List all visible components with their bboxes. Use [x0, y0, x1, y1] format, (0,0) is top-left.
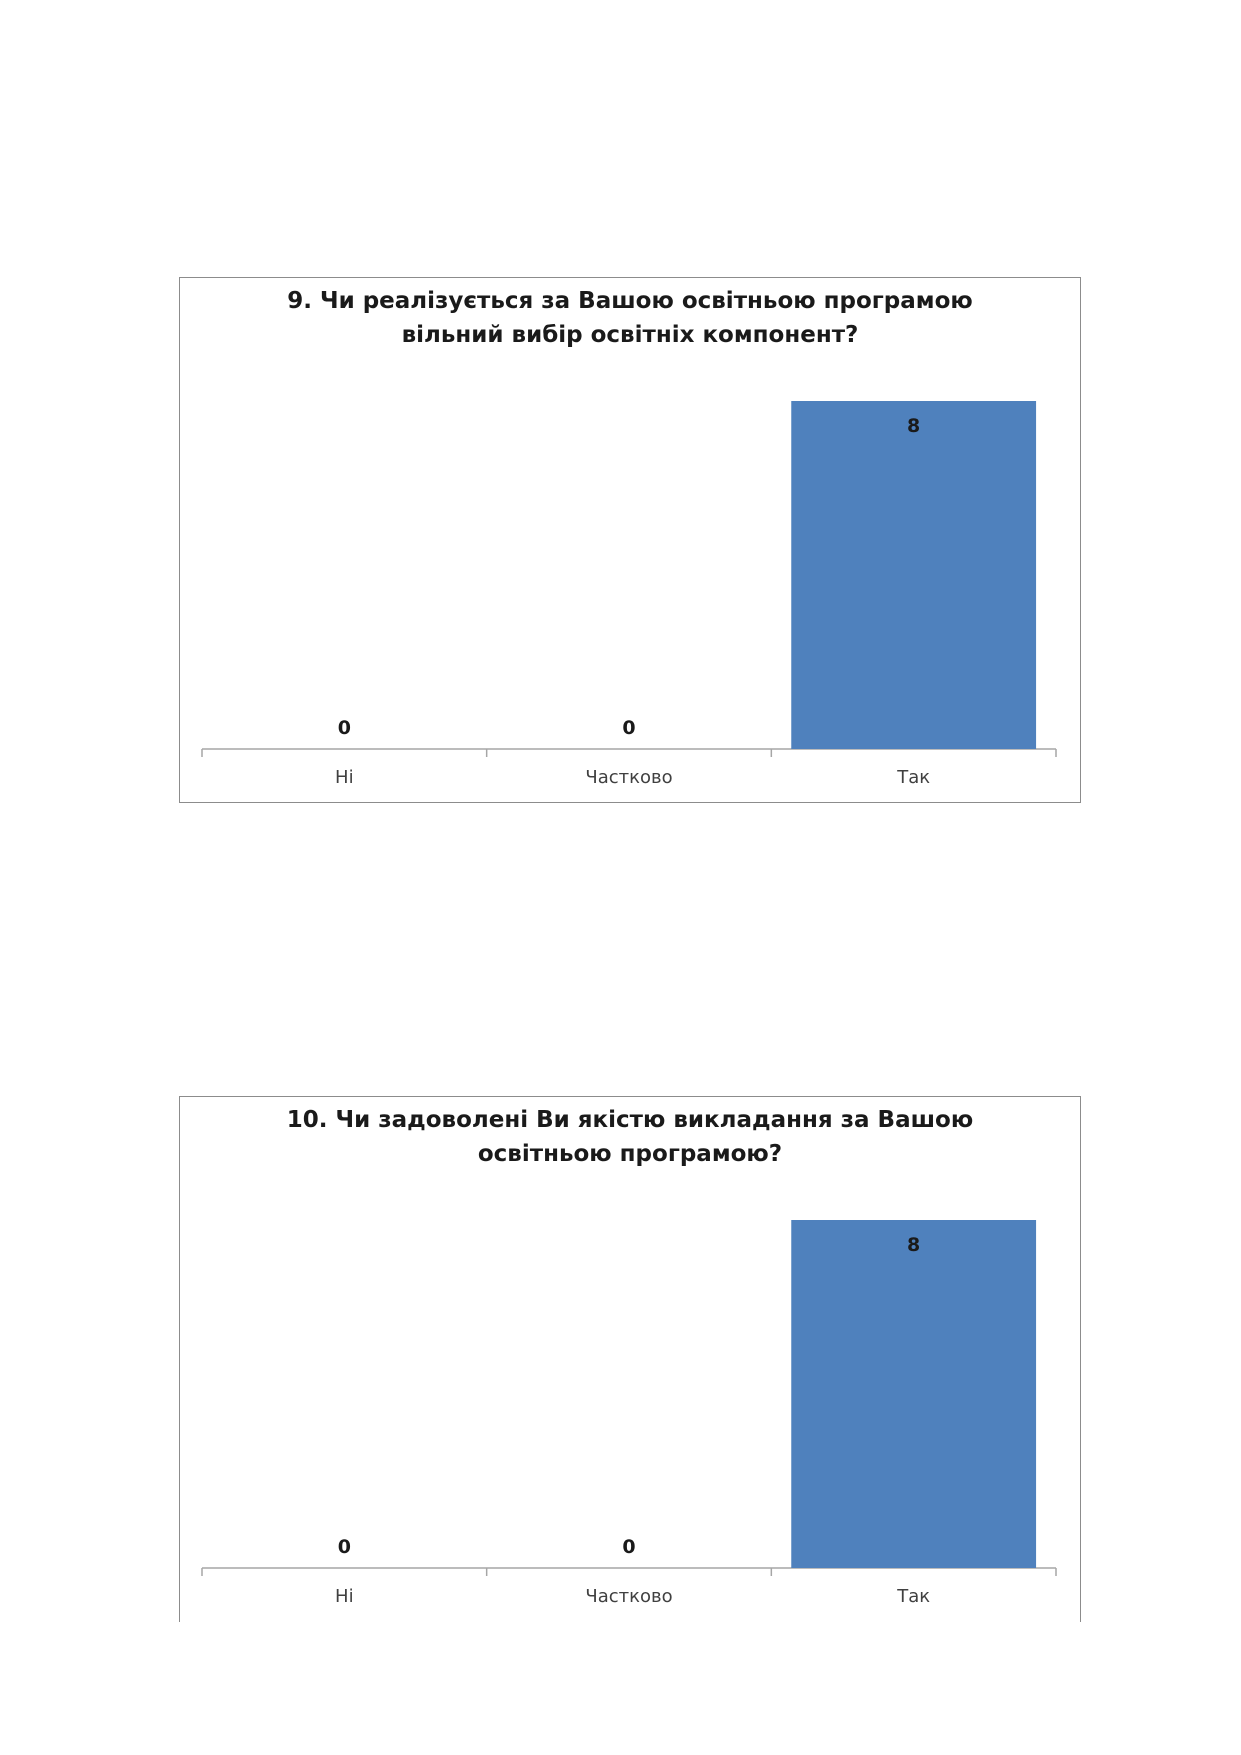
bar-chart-plot	[180, 1097, 1079, 1623]
chart-title-line-2: вільний вибір освітніх компонент?	[401, 322, 859, 348]
tick-label-2: Так	[897, 767, 931, 788]
tick-label-1: Частково	[585, 1586, 673, 1607]
tick-label-2: Так	[897, 1586, 931, 1607]
tick-label-0: Ні	[335, 767, 354, 788]
data-label-1: 0	[622, 1536, 636, 1558]
bar-2	[791, 1220, 1036, 1568]
data-label-1: 0	[622, 717, 636, 739]
bar-chart-plot	[180, 278, 1079, 801]
tick-label-0: Ні	[335, 1586, 354, 1607]
chart-1	[179, 277, 1081, 803]
tick-label-1: Частково	[585, 767, 673, 788]
chart-title-line-1: 9. Чи реалізується за Вашою освітньою програмою	[287, 288, 973, 314]
data-label-2: 8	[907, 415, 921, 437]
chart-title-line-1: 10. Чи задоволені Ви якістю викладання за Вашою	[286, 1107, 974, 1133]
bar-2	[791, 401, 1036, 749]
chart-title-line-2: освітньою програмою?	[477, 1141, 783, 1167]
data-label-2: 8	[907, 1234, 921, 1256]
chart-2	[179, 1096, 1081, 1622]
data-label-0: 0	[337, 717, 351, 739]
data-label-0: 0	[337, 1536, 351, 1558]
